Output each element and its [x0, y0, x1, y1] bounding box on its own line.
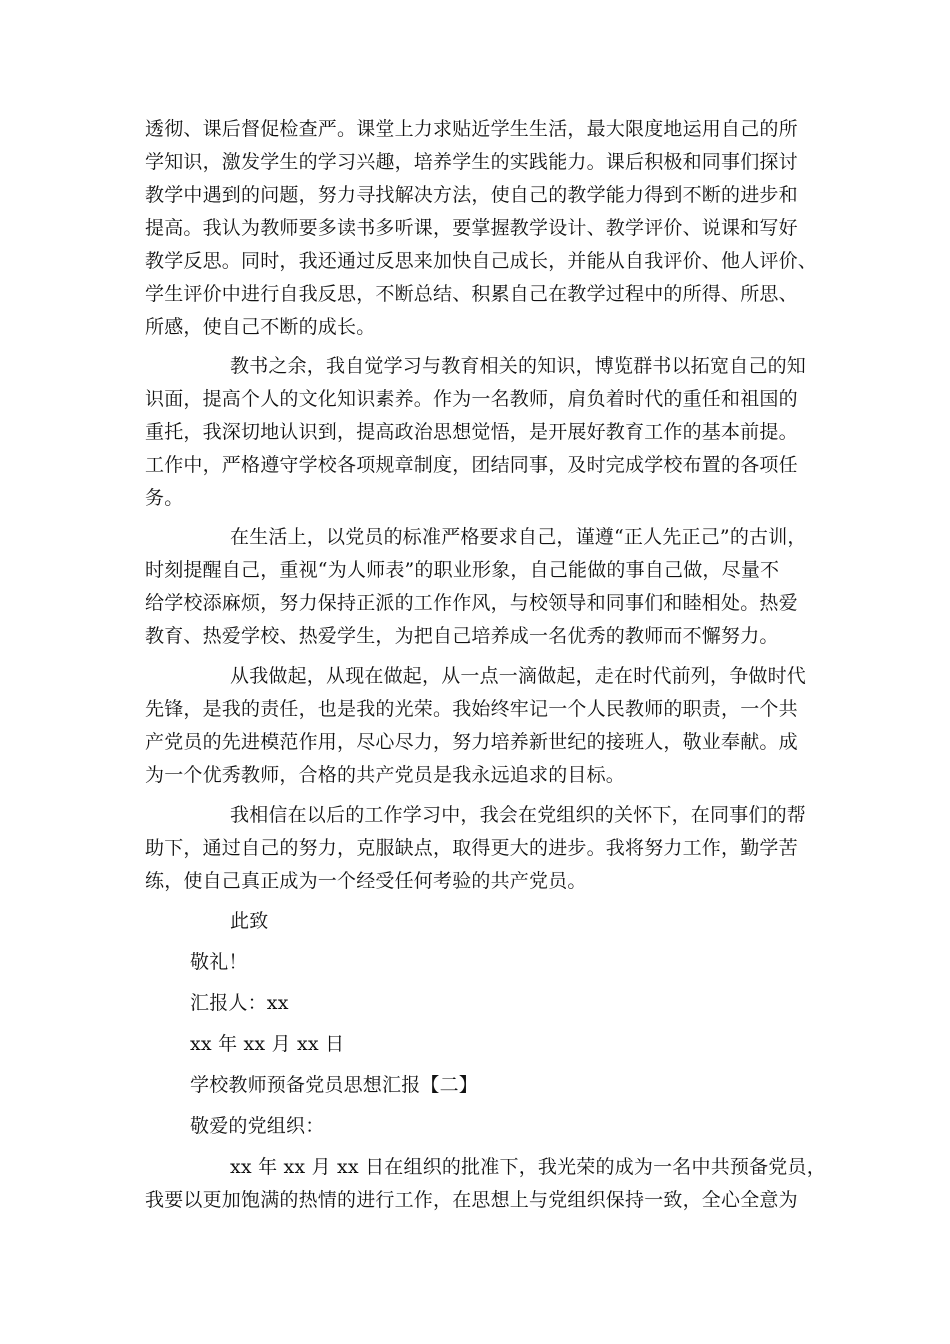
paragraph1-line-1: 透彻、课后督促检查严。课堂上力求贴近学生生活，最大限度地运用自己的所: [145, 118, 798, 140]
paragraph2-line-3: 重托，我深切地认识到，提高政治思想觉悟，是开展好教育工作的基本前提。: [145, 421, 798, 443]
section2-salutation: 敬爱的党组织：: [190, 1115, 325, 1137]
section2-title: 学校教师预备党员思想汇报【二】: [190, 1074, 479, 1096]
paragraph4-line-1: 从我做起，从现在做起，从一点一滴做起，走在时代前列，争做时代: [230, 665, 807, 687]
closing-cizhi: 此致: [230, 910, 269, 932]
paragraph3-line-1: 在生活上，以党员的标准严格要求自己，谨遵“正人先正己”的古训，: [230, 526, 807, 548]
paragraph4-line-2: 先锋，是我的责任，也是我的光荣。我始终牢记一个人民教师的职责，一个共: [145, 698, 798, 720]
paragraph2-line-2: 识面，提高个人的文化知识素养。作为一名教师，肩负着时代的重任和祖国的: [145, 388, 798, 410]
paragraph1-line-4: 提高。我认为教师要多读书多听课，要掌握教学设计、教学评价、说课和写好: [145, 217, 798, 239]
paragraph1-line-7: 所感，使自己不断的成长。: [145, 316, 376, 338]
paragraph5-line-3: 练，使自己真正成为一个经受任何考验的共产党员。: [145, 870, 587, 892]
section2-line-1: xx 年 xx 月 xx 日在组织的批准下，我光荣的成为一名中共预备党员，: [230, 1156, 826, 1178]
paragraph1-line-5: 教学反思。同时，我还通过反思来加快自己成长，并能从自我评价、他人评价、: [145, 250, 818, 272]
paragraph4-line-3: 产党员的先进模范作用，尽心尽力，努力培养新世纪的接班人，敬业奉献。成: [145, 731, 798, 753]
paragraph1-line-6: 学生评价中进行自我反思，不断总结、积累自己在教学过程中的所得、所思、: [145, 283, 798, 305]
paragraph1-line-3: 教学中遇到的问题，努力寻找解决方法，使自己的教学能力得到不断的进步和: [145, 184, 798, 206]
closing-date: xx 年 xx 月 xx 日: [190, 1033, 345, 1055]
paragraph1-line-2: 学知识，激发学生的学习兴趣，培养学生的实践能力。课后积极和同事们探讨: [145, 151, 798, 173]
paragraph5-line-1: 我相信在以后的工作学习中，我会在党组织的关怀下，在同事们的帮: [230, 804, 807, 826]
paragraph4-line-4: 为一个优秀教师，合格的共产党员是我永远追求的目标。: [145, 764, 626, 786]
paragraph2-line-4: 工作中，严格遵守学校各项规章制度，团结同事，及时完成学校布置的各项任: [145, 454, 798, 476]
section2-line-2: 我要以更加饱满的热情的进行工作，在思想上与党组织保持一致，全心全意为: [145, 1189, 798, 1211]
paragraph5-line-2: 助下，通过自己的努力，克服缺点，取得更大的进步。我将努力工作，勤学苦: [145, 837, 798, 859]
paragraph3-line-3: 给学校添麻烦，努力保持正派的工作作风，与校领导和同事们和睦相处。热爱: [145, 592, 798, 614]
closing-jingli: 敬礼！: [190, 951, 248, 973]
paragraph2-line-1: 教书之余，我自觉学习与教育相关的知识，博览群书以拓宽自己的知: [230, 355, 807, 377]
paragraph3-line-4: 教育、热爱学校、热爱学生，为把自己培养成一名优秀的教师而不懈努力。: [145, 625, 779, 647]
closing-reporter: 汇报人：xx: [190, 992, 289, 1014]
paragraph2-line-5: 务。: [145, 487, 184, 509]
paragraph3-line-2: 时刻提醒自己，重视“为人师表”的职业形象，自己能做的事自己做，尽量不: [145, 559, 780, 581]
